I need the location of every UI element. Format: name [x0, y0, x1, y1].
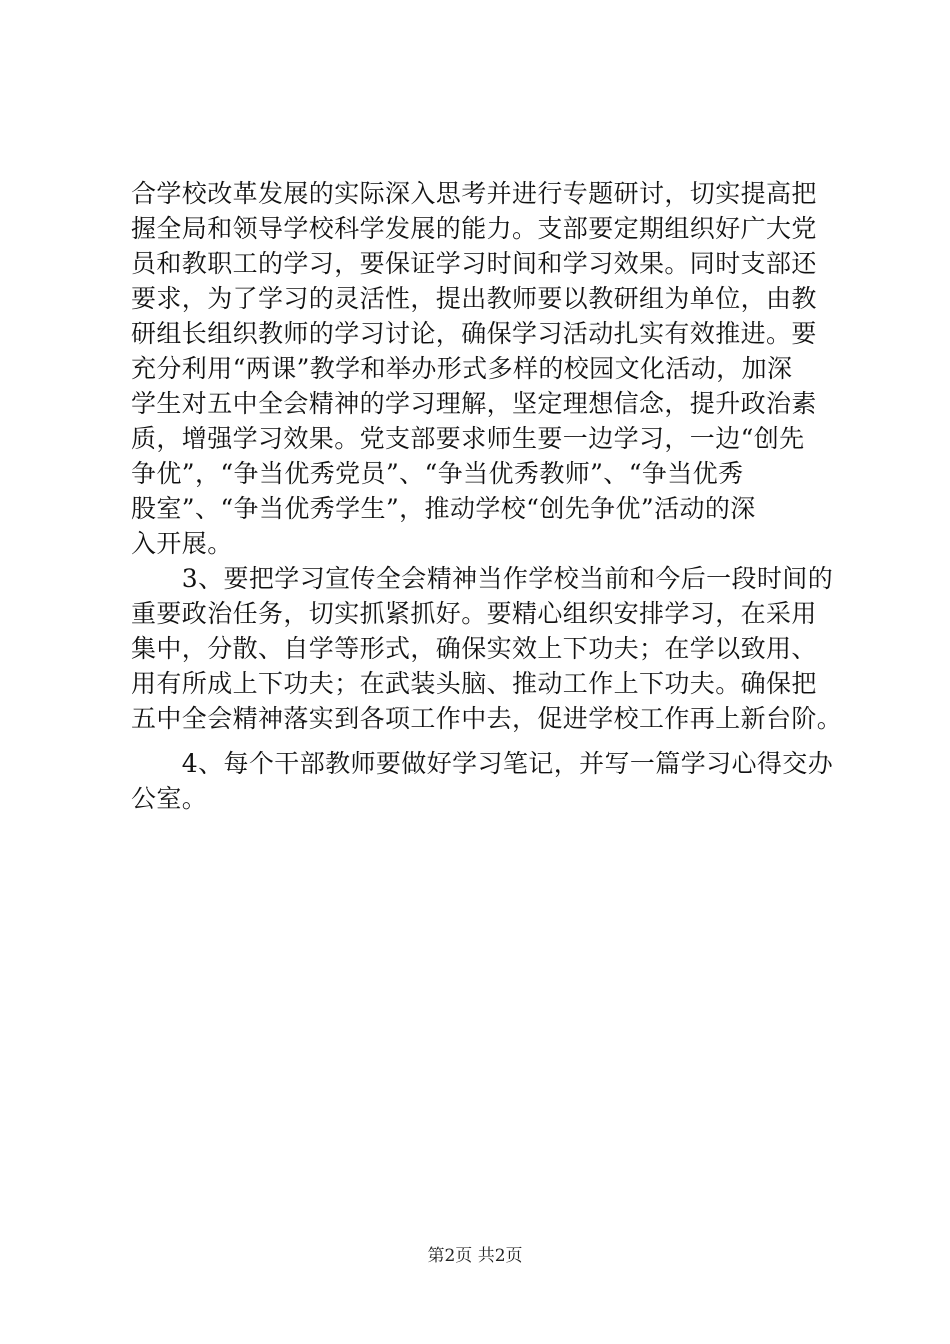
text-line: 股室”、“争当优秀学生”，推动学校“创先争优”活动的深	[131, 494, 756, 523]
text-line: 合学校改革发展的实际深入思考并进行专题研讨，切实提高把	[131, 179, 817, 208]
paragraph-spacer	[131, 736, 831, 746]
text-line: 要求，为了学习的灵活性，提出教师要以教研组为单位，由教	[131, 284, 817, 313]
text-line: 质，增强学习效果。党支部要求师生要一边学习，一边“创先	[131, 424, 805, 453]
paragraph-item-3	[131, 561, 843, 736]
page-number-footer: 第2页 共2页	[427, 1246, 523, 1266]
text-line: 学生对五中全会精神的学习理解，坚定理想信念，提升政治素	[131, 389, 817, 418]
text-line: 入开展。	[131, 529, 233, 558]
text-line: 集中，分散、自学等形式，确保实效上下功夫；在学以致用、	[131, 634, 817, 663]
paragraph-item-4	[131, 746, 834, 816]
text-line: 重要政治任务，切实抓紧抓好。要精心组织安排学习，在采用	[131, 599, 817, 628]
text-line: 3、要把学习宣传全会精神当作学校当前和今后一段时间的	[131, 564, 834, 593]
text-line: 员和教职工的学习，要保证学习时间和学习效果。同时支部还	[131, 249, 817, 278]
text-line: 研组长组织教师的学习讨论，确保学习活动扎实有效推进。要	[131, 319, 817, 348]
text-line: 争优”，“争当优秀党员”、“争当优秀教师”、“争当优秀	[131, 459, 744, 488]
text-line: 公室。	[131, 784, 208, 813]
text-line: 用有所成上下功夫；在武装头脑、推动工作上下功夫。确保把	[131, 669, 817, 698]
text-line: 握全局和领导学校科学发展的能力。支部要定期组织好广大党	[131, 214, 817, 243]
paragraph-1	[131, 176, 831, 561]
document-body	[131, 176, 843, 816]
text-line: 充分利用“两课”教学和举办形式多样的校园文化活动，加深	[131, 354, 793, 383]
text-line: 4、每个干部教师要做好学习笔记，并写一篇学习心得交办	[131, 749, 834, 778]
text-line: 五中全会精神落实到各项工作中去，促进学校工作再上新台阶。	[131, 704, 843, 733]
